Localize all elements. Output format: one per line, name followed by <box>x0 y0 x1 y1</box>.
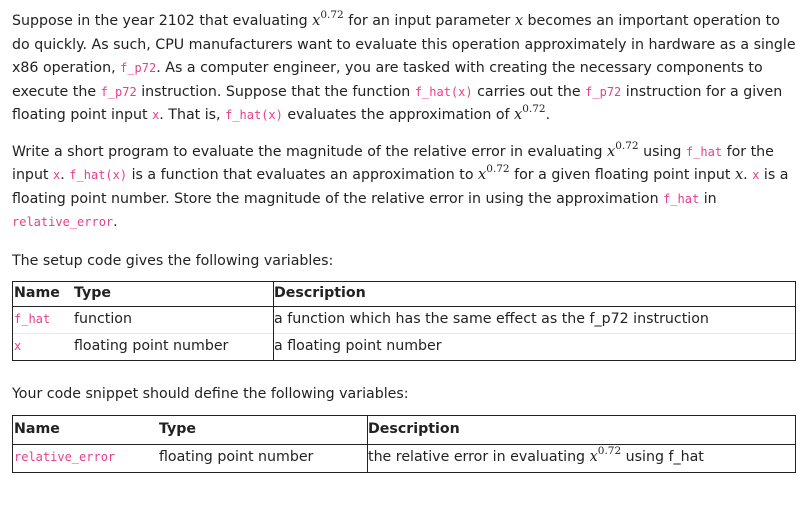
header-type: Type <box>159 415 368 444</box>
header-type: Type <box>74 282 274 307</box>
cell-description: a floating point number <box>274 334 796 361</box>
math-param: x <box>514 13 524 29</box>
setup-variables-table <box>12 281 796 361</box>
table-row <box>13 444 796 472</box>
cell-name <box>13 307 75 334</box>
text: for an input parameter <box>343 13 515 29</box>
table-row <box>13 307 796 334</box>
code-x: x <box>152 108 160 122</box>
text: instruction. Suppose that the function <box>136 83 415 100</box>
code-x: x <box>53 168 61 182</box>
cell-type: floating point number <box>74 334 274 361</box>
code-x: x <box>14 339 22 354</box>
text: . <box>545 107 551 123</box>
math-x-power: $x^{0.72}$ <box>478 163 510 183</box>
code-relative-error: relative_error <box>12 215 114 229</box>
cell-description: a function which has the same effect as the f_p72 instruction <box>274 307 796 334</box>
code-f-hat-x: f_hat(x) <box>414 84 473 99</box>
math-x: x <box>734 167 744 183</box>
setup-intro: The setup code gives the following variables: <box>12 252 334 269</box>
text: Suppose in the year 2102 that evaluating <box>12 13 313 29</box>
code-f-hat: f_hat <box>663 191 700 206</box>
cell-name <box>13 444 160 472</box>
code-f-hat: f_hat <box>685 144 723 159</box>
cell-type: function <box>74 311 132 328</box>
code-f-p72: f_p72 <box>100 84 137 99</box>
text: carries out the <box>472 83 586 100</box>
text: . <box>113 214 118 230</box>
text: . That is, <box>159 107 226 123</box>
problem-paragraph-2 <box>12 141 799 235</box>
header-name: Name <box>13 415 160 444</box>
math-x-power: $x^{0.72}$ <box>312 9 344 29</box>
problem-paragraph-1 <box>12 10 799 128</box>
code-f-hat-x: f_hat(x) <box>69 168 128 182</box>
text: . <box>743 167 753 183</box>
math-x-power: $x^{0.72}$ <box>589 445 622 466</box>
cell-description: the relative error in evaluating $x^{0.72}$ using f_hat <box>368 444 796 472</box>
math-x-power: $x^{0.72}$ <box>607 139 639 160</box>
table-row <box>13 334 796 361</box>
text: in <box>699 190 717 207</box>
cell-name <box>13 334 75 361</box>
output-variables-table <box>12 415 796 473</box>
text: evaluates the approximation of <box>282 107 515 123</box>
header-name: Name <box>13 282 75 307</box>
header-description: Description <box>274 282 796 307</box>
code-f-hat-x: f_hat(x) <box>225 108 283 122</box>
text: is a floating point number. Store the magnitude of the relative error in using the approximation <box>12 167 789 207</box>
math-x-power: $x^{0.72}$ <box>514 103 546 123</box>
code-x: x <box>752 168 760 182</box>
text: using <box>638 143 686 160</box>
code-f-p72: f_p72 <box>120 61 157 75</box>
table-header-row <box>13 282 796 307</box>
text: . <box>60 167 70 183</box>
code-relative-error: relative_error <box>14 450 116 465</box>
text: becomes an important operation to do quickly. As such, CPU manufacturers want to evaluate this operation approximately in hardware as a single x86 operation, <box>12 13 796 76</box>
text: Write a short program to evaluate the magnitude of the relative error in evaluating <box>12 143 608 160</box>
cell-type: floating point number <box>159 449 314 466</box>
text: instruction for a given floating point input <box>12 83 783 123</box>
code-f-p72: f_p72 <box>585 84 622 99</box>
header-description: Description <box>368 415 796 444</box>
text: . As a computer engineer, you are tasked with creating the necessary components to execute the <box>12 60 763 100</box>
output-intro: Your code snippet should define the following variables: <box>12 386 409 402</box>
code-f-hat: f_hat <box>14 312 51 327</box>
text: for the input <box>12 143 774 183</box>
table-header-row <box>13 415 796 444</box>
text: is a function that evaluates an approximation to <box>127 167 479 183</box>
text: for a given floating point input <box>509 167 735 183</box>
